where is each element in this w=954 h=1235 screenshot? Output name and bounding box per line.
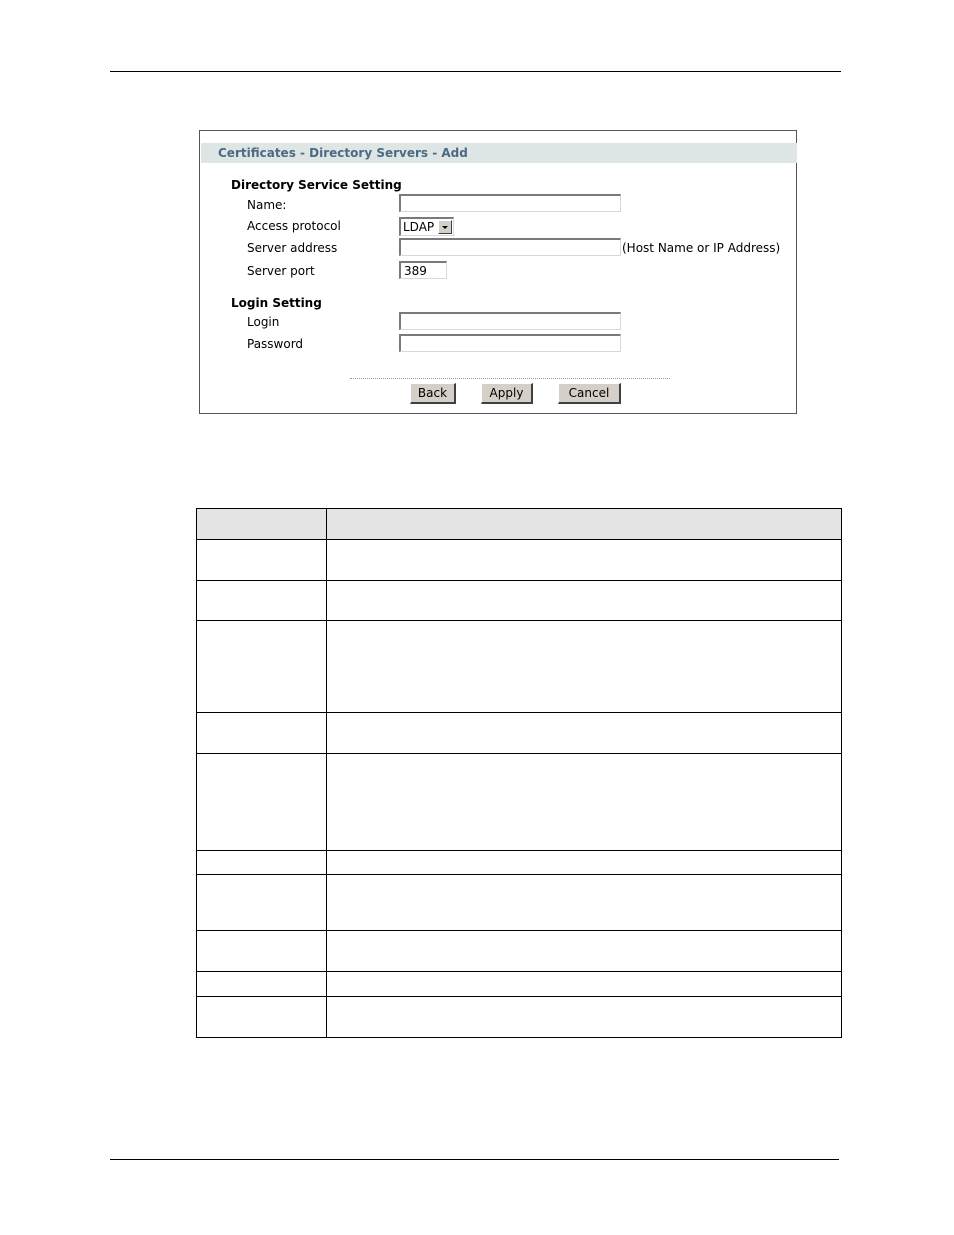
- table-row-divider: [196, 620, 842, 621]
- access-protocol-value: LDAP: [403, 220, 435, 234]
- login-input[interactable]: [399, 312, 621, 330]
- table-border-top: [196, 508, 842, 509]
- table-row-divider: [196, 996, 842, 997]
- login-label: Login: [247, 315, 280, 329]
- table-row-divider: [196, 580, 842, 581]
- field-description-table: [196, 508, 842, 1038]
- chevron-down-icon[interactable]: [438, 220, 452, 234]
- name-input[interactable]: [399, 194, 621, 212]
- table-header: [196, 508, 842, 539]
- directory-service-section-title: Directory Service Setting: [231, 178, 402, 192]
- table-column-divider: [326, 508, 327, 1038]
- header-rule: [110, 71, 841, 72]
- server-address-hint: (Host Name or IP Address): [622, 241, 781, 255]
- table-row-divider: [196, 850, 842, 851]
- apply-button[interactable]: Apply: [481, 383, 533, 404]
- table-row-divider: [196, 874, 842, 875]
- access-protocol-label: Access protocol: [247, 219, 341, 233]
- password-label: Password: [247, 337, 304, 351]
- password-input[interactable]: [399, 334, 621, 352]
- server-address-input[interactable]: [399, 238, 621, 256]
- access-protocol-select[interactable]: [399, 217, 454, 236]
- name-label: Name:: [247, 198, 287, 212]
- server-port-label: Server port: [247, 264, 315, 278]
- server-port-input[interactable]: [399, 261, 447, 279]
- table-row-divider: [196, 971, 842, 972]
- server-address-label: Server address: [247, 241, 338, 255]
- back-button[interactable]: Back: [410, 383, 456, 404]
- footer-rule: [110, 1159, 839, 1160]
- panel-title: Certificates - Directory Servers - Add: [201, 143, 797, 163]
- table-border-right: [841, 508, 842, 1038]
- table-border-left: [196, 508, 197, 1038]
- table-row-divider: [196, 930, 842, 931]
- login-section-title: Login Setting: [231, 296, 322, 310]
- table-border-bottom: [196, 1037, 842, 1038]
- directory-server-add-panel: [199, 130, 797, 414]
- table-row-divider: [196, 753, 842, 754]
- cancel-button[interactable]: Cancel: [558, 383, 621, 404]
- button-divider: [350, 378, 670, 379]
- table-row-divider: [196, 539, 842, 540]
- table-row-divider: [196, 712, 842, 713]
